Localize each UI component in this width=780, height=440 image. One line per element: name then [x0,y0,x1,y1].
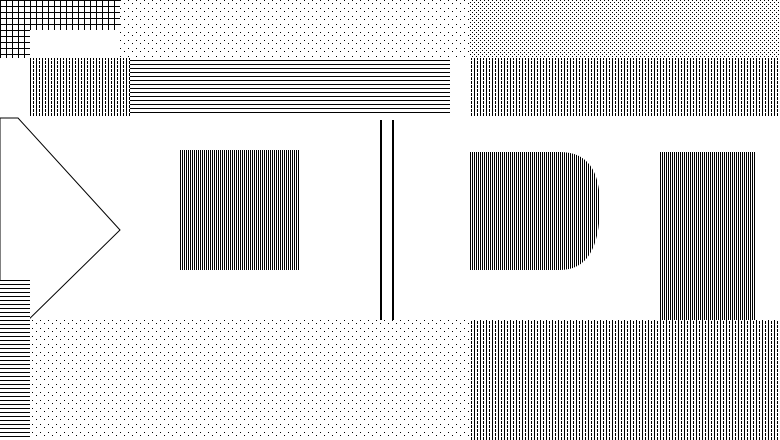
top-band-right [470,0,780,58]
mid-band-right [470,58,780,116]
corner-dense-block [0,0,30,58]
vertical-bars-shape [180,150,300,270]
top-band-mid [120,0,470,58]
mid-band-left [30,58,130,116]
bottom-band-left [0,280,30,440]
mid-band-center [130,58,450,116]
bottom-band-center [30,320,480,440]
bottom-band-right [470,320,780,440]
top-band-left [30,0,120,30]
letter-d-shape [470,152,600,270]
